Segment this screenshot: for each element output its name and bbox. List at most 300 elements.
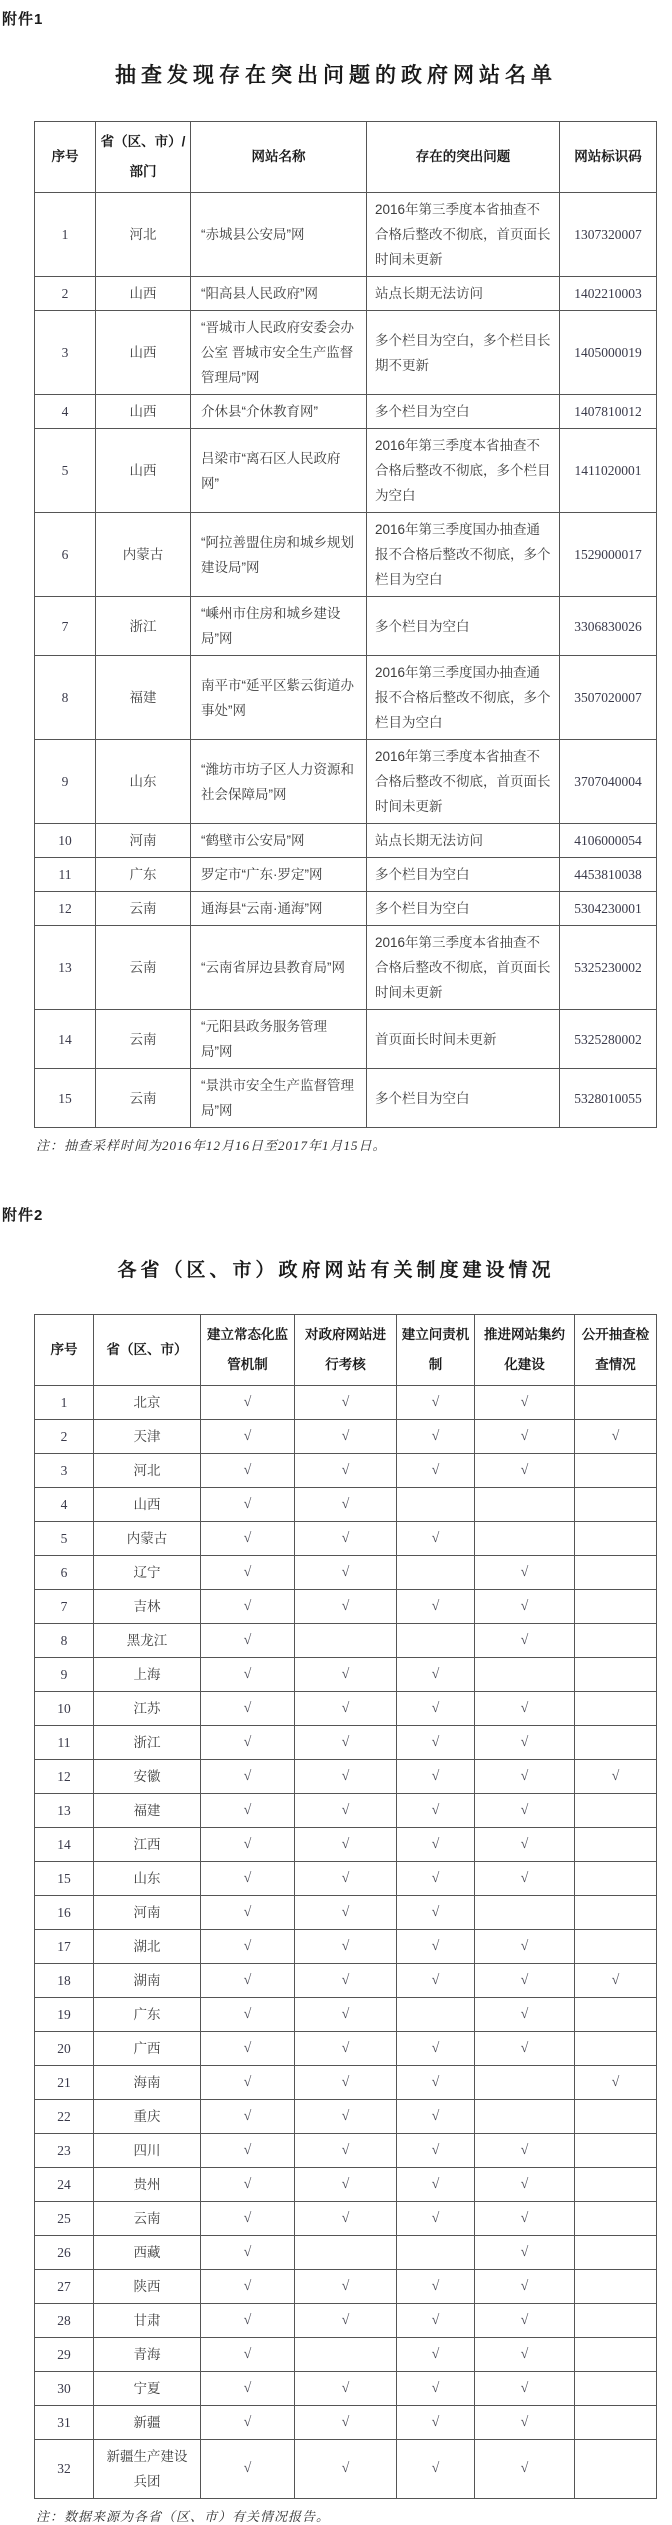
check-cell: √ (201, 2066, 295, 2100)
table2-row (35, 1386, 657, 1420)
problem-cell: 多个栏目为空白，多个栏目长期不更新 (367, 311, 560, 395)
table2-header-consolidation: 推进网站集约化建设 (475, 1315, 575, 1386)
check-cell (575, 1590, 657, 1624)
region-cell: 云南 (96, 926, 191, 1010)
region-cell: 上海 (94, 1658, 201, 1692)
check-cell (575, 2406, 657, 2440)
table1-header-site-name: 网站名称 (191, 122, 367, 193)
check-cell: √ (397, 2270, 475, 2304)
serial-cell: 20 (35, 2032, 94, 2066)
region-cell: 湖北 (94, 1930, 201, 1964)
check-cell: √ (475, 2270, 575, 2304)
site-name-cell: “阳高县人民政府”网 (191, 277, 367, 311)
check-cell: √ (475, 1964, 575, 1998)
site-name-cell: 罗定市“广东·罗定”网 (191, 858, 367, 892)
site-code-cell: 1405000019 (560, 311, 657, 395)
table2-row (35, 1556, 657, 1590)
region-cell: 甘肃 (94, 2304, 201, 2338)
site-code-cell: 3507020007 (560, 656, 657, 740)
check-cell (575, 2338, 657, 2372)
region-cell: 山东 (94, 1862, 201, 1896)
check-cell: √ (397, 2406, 475, 2440)
problem-cell: 首页面长时间未更新 (367, 1010, 560, 1069)
check-cell: √ (397, 2304, 475, 2338)
table1-note: 注：抽查采样时间为2016年12月16日至2017年1月15日。 (36, 1138, 387, 1153)
attachment1-label: 附件1 (2, 11, 44, 28)
serial-cell: 32 (35, 2440, 94, 2499)
serial-cell: 3 (35, 311, 96, 395)
serial-cell: 13 (35, 926, 96, 1010)
check-cell (575, 1726, 657, 1760)
problem-cell: 2016年第三季度本省抽查不合格后整改不彻底，多个栏目为空白 (367, 429, 560, 513)
region-cell: 重庆 (94, 2100, 201, 2134)
check-cell: √ (201, 1556, 295, 1590)
check-cell: √ (201, 1828, 295, 1862)
check-cell: √ (201, 1998, 295, 2032)
check-cell: √ (397, 2066, 475, 2100)
problem-cell: 多个栏目为空白 (367, 858, 560, 892)
serial-cell: 23 (35, 2134, 94, 2168)
check-cell: √ (295, 2372, 397, 2406)
check-cell: √ (475, 2406, 575, 2440)
region-cell: 贵州 (94, 2168, 201, 2202)
serial-cell: 10 (35, 1692, 94, 1726)
table1-row (35, 824, 657, 858)
check-cell (575, 1488, 657, 1522)
check-cell (397, 1556, 475, 1590)
check-cell: √ (475, 1556, 575, 1590)
check-cell (575, 1454, 657, 1488)
check-cell: √ (295, 1420, 397, 1454)
serial-cell: 14 (35, 1828, 94, 1862)
check-cell: √ (475, 2168, 575, 2202)
attachment2-title: 各省（区、市）政府网站有关制度建设情况 (117, 1260, 555, 1281)
table2-row (35, 2168, 657, 2202)
region-cell: 山西 (96, 277, 191, 311)
check-cell: √ (201, 1420, 295, 1454)
check-cell: √ (201, 2236, 295, 2270)
check-cell: √ (397, 1658, 475, 1692)
table2-row (35, 1896, 657, 1930)
check-cell: √ (295, 1488, 397, 1522)
table1-header-site-code: 网站标识码 (560, 122, 657, 193)
check-cell (295, 2338, 397, 2372)
check-cell: √ (201, 2202, 295, 2236)
check-cell (575, 2372, 657, 2406)
table2-row (35, 1522, 657, 1556)
check-cell: √ (397, 1930, 475, 1964)
region-cell: 云南 (94, 2202, 201, 2236)
check-cell (397, 2236, 475, 2270)
table2-row (35, 1794, 657, 1828)
site-name-cell: “元阳县政务服务管理局”网 (191, 1010, 367, 1069)
table2-row (35, 2134, 657, 2168)
check-cell: √ (201, 1386, 295, 1420)
check-cell: √ (475, 2440, 575, 2499)
site-code-cell: 1407810012 (560, 395, 657, 429)
region-cell: 吉林 (94, 1590, 201, 1624)
serial-cell: 6 (35, 1556, 94, 1590)
site-name-cell: “潍坊市坊子区人力资源和社会保障局”网 (191, 740, 367, 824)
table2-row (35, 2304, 657, 2338)
table1-row (35, 926, 657, 1010)
table1-row (35, 740, 657, 824)
serial-cell: 12 (35, 892, 96, 926)
check-cell: √ (397, 1726, 475, 1760)
region-cell: 陕西 (94, 2270, 201, 2304)
check-cell: √ (201, 1624, 295, 1658)
check-cell: √ (475, 1862, 575, 1896)
site-name-cell: 南平市“延平区紫云街道办事处”网 (191, 656, 367, 740)
check-cell: √ (397, 1590, 475, 1624)
site-name-cell: “嵊州市住房和城乡建设局”网 (191, 597, 367, 656)
check-cell: √ (201, 2100, 295, 2134)
table2-row (35, 2100, 657, 2134)
check-cell: √ (475, 1794, 575, 1828)
site-name-cell: 介休县“介休教育网” (191, 395, 367, 429)
check-cell: √ (475, 2202, 575, 2236)
site-code-cell: 5325280002 (560, 1010, 657, 1069)
problem-cell: 2016年第三季度国办抽查通报不合格后整改不彻底，多个栏目为空白 (367, 513, 560, 597)
table2-row (35, 1420, 657, 1454)
check-cell: √ (397, 1760, 475, 1794)
check-cell (475, 1896, 575, 1930)
table1-row (35, 193, 657, 277)
check-cell (575, 1896, 657, 1930)
table2-body (35, 1386, 657, 2499)
check-cell: √ (397, 1454, 475, 1488)
site-code-cell: 1307320007 (560, 193, 657, 277)
check-cell (475, 1658, 575, 1692)
site-name-cell: “云南省屏边县教育局”网 (191, 926, 367, 1010)
table2-note: 注：数据来源为各省（区、市）有关情况报告。 (36, 2509, 331, 2524)
table2-row (35, 1964, 657, 1998)
check-cell: √ (295, 1862, 397, 1896)
region-cell: 河北 (96, 193, 191, 277)
site-name-cell: “赤城县公安局”网 (191, 193, 367, 277)
check-cell: √ (475, 1692, 575, 1726)
check-cell: √ (475, 1998, 575, 2032)
check-cell (575, 2134, 657, 2168)
check-cell: √ (397, 2134, 475, 2168)
attachment1-title: 抽查发现存在突出问题的政府网站名单 (115, 64, 557, 87)
check-cell: √ (397, 1794, 475, 1828)
problem-cell: 2016年第三季度本省抽查不合格后整改不彻底，首页面长时间未更新 (367, 926, 560, 1010)
check-cell: √ (475, 1828, 575, 1862)
table1-header-region: 省（区、市）/部门 (96, 122, 191, 193)
check-cell: √ (475, 1454, 575, 1488)
check-cell: √ (201, 2032, 295, 2066)
check-cell: √ (295, 1896, 397, 1930)
problem-cell: 站点长期无法访问 (367, 277, 560, 311)
check-cell: √ (295, 1454, 397, 1488)
region-cell: 辽宁 (94, 1556, 201, 1590)
table2-row (35, 2270, 657, 2304)
check-cell: √ (295, 2066, 397, 2100)
check-cell: √ (201, 2168, 295, 2202)
check-cell: √ (397, 2338, 475, 2372)
institution-building-table (34, 1314, 657, 2499)
site-name-cell: “景洪市安全生产监督管理局”网 (191, 1069, 367, 1128)
serial-cell: 9 (35, 740, 96, 824)
serial-cell: 26 (35, 2236, 94, 2270)
table2-header-supervision: 建立常态化监管机制 (201, 1315, 295, 1386)
site-name-cell: “晋城市人民政府安委会办公室 晋城市安全生产监督管理局”网 (191, 311, 367, 395)
site-code-cell: 5328010055 (560, 1069, 657, 1128)
check-cell: √ (475, 1760, 575, 1794)
serial-cell: 19 (35, 1998, 94, 2032)
check-cell: √ (295, 2032, 397, 2066)
check-cell: √ (201, 2270, 295, 2304)
region-cell: 河南 (94, 1896, 201, 1930)
check-cell (575, 2168, 657, 2202)
problem-cell: 多个栏目为空白 (367, 892, 560, 926)
serial-cell: 7 (35, 597, 96, 656)
check-cell: √ (201, 1590, 295, 1624)
site-code-cell: 3306830026 (560, 597, 657, 656)
check-cell: √ (295, 2202, 397, 2236)
site-code-cell: 1411020001 (560, 429, 657, 513)
table2-row (35, 2202, 657, 2236)
table1-row (35, 1069, 657, 1128)
check-cell: √ (475, 2338, 575, 2372)
check-cell: √ (575, 2066, 657, 2100)
region-cell: 浙江 (96, 597, 191, 656)
check-cell (575, 1794, 657, 1828)
site-code-cell: 5325230002 (560, 926, 657, 1010)
serial-cell: 17 (35, 1930, 94, 1964)
table2-row (35, 2440, 657, 2499)
serial-cell: 5 (35, 429, 96, 513)
check-cell: √ (201, 1726, 295, 1760)
check-cell: √ (475, 1590, 575, 1624)
check-cell: √ (201, 2440, 295, 2499)
region-cell: 云南 (96, 892, 191, 926)
check-cell: √ (295, 1760, 397, 1794)
table2-header-assessment: 对政府网站进行考核 (295, 1315, 397, 1386)
problem-cell: 多个栏目为空白 (367, 1069, 560, 1128)
check-cell: √ (475, 1420, 575, 1454)
table2-row (35, 1862, 657, 1896)
region-cell: 青海 (94, 2338, 201, 2372)
region-cell: 内蒙古 (96, 513, 191, 597)
region-cell: 广东 (94, 1998, 201, 2032)
serial-cell: 27 (35, 2270, 94, 2304)
problem-cell: 2016年第三季度本省抽查不合格后整改不彻底，首页面长时间未更新 (367, 193, 560, 277)
check-cell: √ (475, 2236, 575, 2270)
site-code-cell: 1529000017 (560, 513, 657, 597)
site-name-cell: “鹤壁市公安局”网 (191, 824, 367, 858)
check-cell (475, 2066, 575, 2100)
check-cell: √ (397, 1386, 475, 1420)
check-cell: √ (475, 1726, 575, 1760)
check-cell (575, 1862, 657, 1896)
serial-cell: 4 (35, 1488, 94, 1522)
serial-cell: 3 (35, 1454, 94, 1488)
check-cell: √ (295, 1794, 397, 1828)
table2-row (35, 1726, 657, 1760)
problem-cell: 站点长期无法访问 (367, 824, 560, 858)
serial-cell: 21 (35, 2066, 94, 2100)
region-cell: 山东 (96, 740, 191, 824)
attachment2-label: 附件2 (2, 1207, 44, 1224)
check-cell: √ (295, 2406, 397, 2440)
check-cell (575, 1624, 657, 1658)
check-cell: √ (397, 1828, 475, 1862)
serial-cell: 13 (35, 1794, 94, 1828)
region-cell: 湖南 (94, 1964, 201, 1998)
check-cell (575, 2032, 657, 2066)
serial-cell: 1 (35, 1386, 94, 1420)
site-name-cell: “阿拉善盟住房和城乡规划建设局”网 (191, 513, 367, 597)
region-cell: 山西 (96, 395, 191, 429)
table2-row (35, 1454, 657, 1488)
serial-cell: 2 (35, 277, 96, 311)
problem-cell: 多个栏目为空白 (367, 597, 560, 656)
check-cell: √ (201, 1488, 295, 1522)
region-cell: 新疆 (94, 2406, 201, 2440)
check-cell: √ (201, 1930, 295, 1964)
check-cell: √ (295, 1998, 397, 2032)
table1-header-serial: 序号 (35, 122, 96, 193)
check-cell: √ (397, 1692, 475, 1726)
check-cell: √ (201, 2304, 295, 2338)
table2-row (35, 1692, 657, 1726)
serial-cell: 15 (35, 1862, 94, 1896)
serial-cell: 30 (35, 2372, 94, 2406)
table1-row (35, 1010, 657, 1069)
region-cell: 内蒙古 (94, 1522, 201, 1556)
check-cell (575, 1998, 657, 2032)
region-cell: 江西 (94, 1828, 201, 1862)
table2-row (35, 1998, 657, 2032)
problem-websites-table (34, 121, 657, 1128)
serial-cell: 16 (35, 1896, 94, 1930)
table2-row (35, 1930, 657, 1964)
check-cell: √ (201, 1522, 295, 1556)
table1-row (35, 277, 657, 311)
table2-header-accountability: 建立问责机制 (397, 1315, 475, 1386)
region-cell: 山西 (96, 311, 191, 395)
check-cell: √ (295, 2100, 397, 2134)
table2-header-serial: 序号 (35, 1315, 94, 1386)
check-cell: √ (475, 1624, 575, 1658)
check-cell: √ (295, 1930, 397, 1964)
site-code-cell: 4106000054 (560, 824, 657, 858)
region-cell: 宁夏 (94, 2372, 201, 2406)
check-cell: √ (475, 1386, 575, 1420)
region-cell: 西藏 (94, 2236, 201, 2270)
serial-cell: 11 (35, 1726, 94, 1760)
serial-cell: 31 (35, 2406, 94, 2440)
check-cell: √ (475, 1930, 575, 1964)
table2-row (35, 1488, 657, 1522)
table1-row (35, 395, 657, 429)
check-cell: √ (201, 2134, 295, 2168)
check-cell: √ (475, 2372, 575, 2406)
serial-cell: 1 (35, 193, 96, 277)
region-cell: 山西 (96, 429, 191, 513)
site-code-cell: 5304230001 (560, 892, 657, 926)
table1-row (35, 513, 657, 597)
table1-body (35, 193, 657, 1128)
table2-row (35, 2236, 657, 2270)
site-code-cell: 4453810038 (560, 858, 657, 892)
table2-row (35, 1624, 657, 1658)
check-cell (575, 1522, 657, 1556)
check-cell: √ (295, 1386, 397, 1420)
check-cell (575, 2236, 657, 2270)
check-cell (475, 1488, 575, 1522)
serial-cell: 5 (35, 1522, 94, 1556)
check-cell: √ (575, 1760, 657, 1794)
table2-header-row (35, 1315, 657, 1386)
check-cell (295, 2236, 397, 2270)
check-cell (575, 2270, 657, 2304)
check-cell: √ (295, 1522, 397, 1556)
serial-cell: 8 (35, 656, 96, 740)
check-cell (575, 2440, 657, 2499)
table1-row (35, 858, 657, 892)
check-cell: √ (397, 1862, 475, 1896)
region-cell: 天津 (94, 1420, 201, 1454)
check-cell (475, 1522, 575, 1556)
region-cell: 北京 (94, 1386, 201, 1420)
check-cell: √ (201, 1794, 295, 1828)
site-code-cell: 3707040004 (560, 740, 657, 824)
check-cell: √ (201, 1454, 295, 1488)
check-cell: √ (475, 2134, 575, 2168)
region-cell: 河北 (94, 1454, 201, 1488)
table2-row (35, 1658, 657, 1692)
check-cell: √ (295, 2440, 397, 2499)
table2-row (35, 1828, 657, 1862)
serial-cell: 4 (35, 395, 96, 429)
check-cell (575, 2304, 657, 2338)
check-cell: √ (201, 1862, 295, 1896)
problem-cell: 2016年第三季度本省抽查不合格后整改不彻底，首页面长时间未更新 (367, 740, 560, 824)
check-cell (295, 1624, 397, 1658)
check-cell: √ (295, 1964, 397, 1998)
serial-cell: 25 (35, 2202, 94, 2236)
check-cell: √ (201, 1760, 295, 1794)
serial-cell: 7 (35, 1590, 94, 1624)
serial-cell: 15 (35, 1069, 96, 1128)
check-cell: √ (397, 2440, 475, 2499)
check-cell: √ (397, 1522, 475, 1556)
check-cell: √ (295, 1658, 397, 1692)
problem-cell: 2016年第三季度国办抽查通报不合格后整改不彻底，多个栏目为空白 (367, 656, 560, 740)
check-cell: √ (475, 2032, 575, 2066)
table2-row (35, 2406, 657, 2440)
table1-header-row (35, 122, 657, 193)
region-cell: 福建 (94, 1794, 201, 1828)
site-name-cell: 吕梁市“离石区人民政府网” (191, 429, 367, 513)
serial-cell: 8 (35, 1624, 94, 1658)
check-cell: √ (397, 1420, 475, 1454)
check-cell (575, 1386, 657, 1420)
serial-cell: 14 (35, 1010, 96, 1069)
check-cell (575, 1556, 657, 1590)
check-cell: √ (201, 1692, 295, 1726)
check-cell: √ (201, 1658, 295, 1692)
serial-cell: 6 (35, 513, 96, 597)
check-cell (575, 2100, 657, 2134)
check-cell: √ (201, 1964, 295, 1998)
serial-cell: 29 (35, 2338, 94, 2372)
region-cell: 四川 (94, 2134, 201, 2168)
table2-row (35, 2372, 657, 2406)
